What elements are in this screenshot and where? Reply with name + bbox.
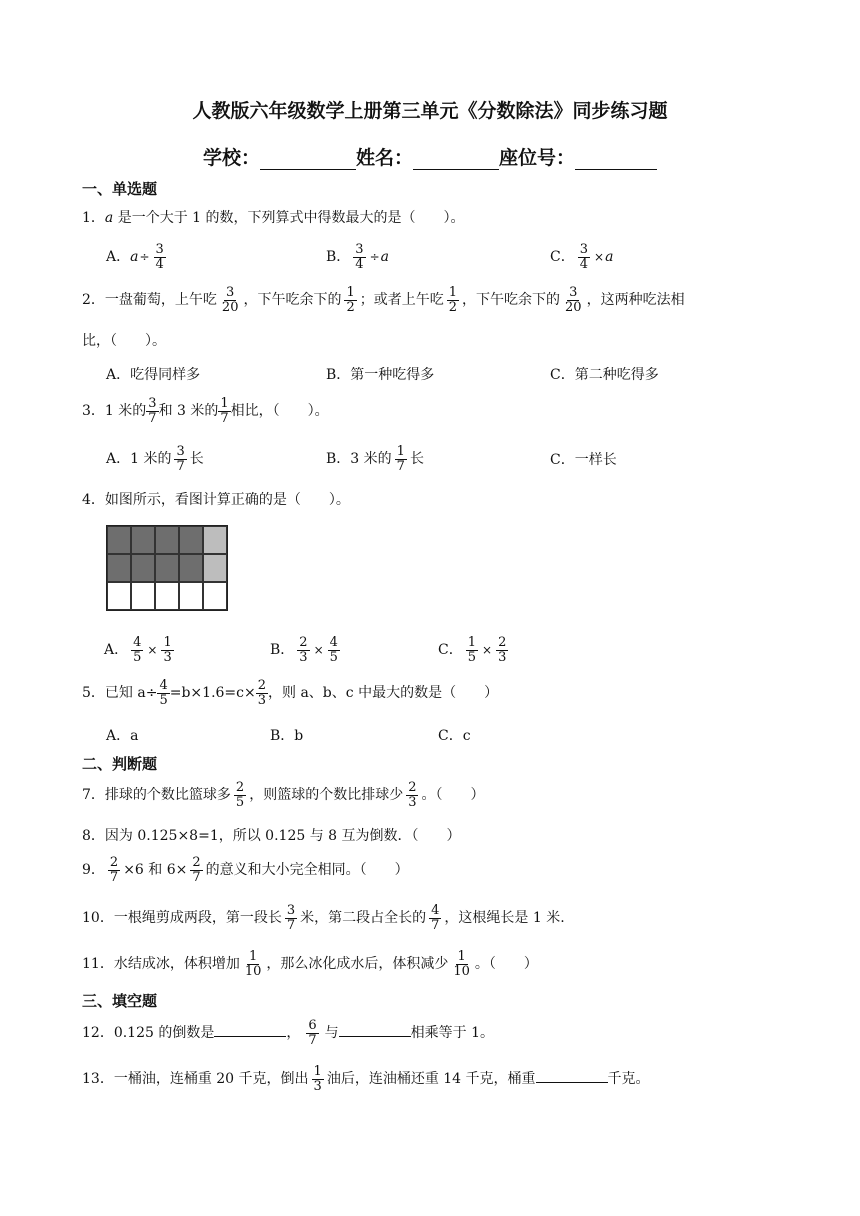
variable-a: a (605, 249, 614, 266)
question-7 (82, 781, 484, 809)
fraction: $\frac{1}{5}$ (467, 635, 476, 665)
fraction: $\frac{3}{20}$ (221, 285, 239, 315)
question-number: 8． (82, 828, 105, 844)
question-1 (82, 207, 465, 227)
question-number: 2． (82, 292, 105, 309)
fraction: $\frac{1}{3}$ (163, 635, 172, 665)
question-text: 已知 a÷ (104, 685, 158, 702)
divide-sign: ÷ (139, 250, 150, 265)
question-number: 13． (82, 1071, 114, 1088)
question-number: 9． (82, 862, 105, 879)
question-text: =b×1.6=c× (169, 685, 256, 702)
question-text: 的意义和大小完全相同。（ ） (205, 862, 409, 879)
seat-label: 座位号： (499, 147, 576, 169)
question-number: 1． (82, 210, 105, 226)
option-text: 长 (189, 451, 204, 468)
name-blank[interactable] (413, 149, 499, 170)
option-text: B．3 米的 (326, 451, 392, 468)
question-text: ，这根绳长是 1 米. (444, 910, 565, 927)
grid-cell (155, 554, 179, 582)
option-letter: C． (550, 249, 575, 266)
q1-option-a[interactable] (106, 243, 169, 271)
variable-a: a (130, 249, 139, 266)
fraction: $\frac{3}{7}$ (176, 444, 185, 474)
school-blank[interactable] (260, 149, 356, 170)
question-text: 排球的个数比篮球多 (104, 787, 231, 804)
fraction: $\frac{4}{5}$ (329, 635, 338, 665)
section-heading-true-false: 二、判断题 (82, 755, 158, 773)
q3-option-c[interactable]: C．一样长 (550, 452, 617, 468)
fraction: $\frac{1}{3}$ (313, 1064, 322, 1094)
fraction: $\frac{3}{4}$ (579, 242, 588, 272)
fraction: $\frac{2}{3}$ (498, 635, 507, 665)
fraction: $\frac{1}{7}$ (396, 444, 405, 474)
times-sign: × (147, 643, 158, 658)
fraction: $\frac{2}{7}$ (192, 855, 201, 885)
question-text: 千克。 (607, 1071, 650, 1088)
question-text: ；或者上午吃 (359, 292, 444, 309)
question-9 (82, 856, 409, 884)
q2-option-c[interactable]: C．第二种吃得多 (550, 367, 659, 383)
question-text: ，则 a、b、c 中最大的数是（ ） (268, 685, 499, 702)
student-info-line (0, 143, 860, 170)
question-text: 相比，（ ）。 (230, 403, 329, 420)
question-number: 7． (82, 787, 105, 804)
option-letter: B． (270, 642, 295, 659)
page-title: 人教版六年级数学上册第三单元《分数除法》同步练习题 (192, 100, 668, 122)
question-text: 与 (324, 1025, 339, 1042)
q2-option-a[interactable]: A．吃得同样多 (106, 367, 201, 383)
option-letter: A． (106, 249, 131, 266)
question-5 (82, 679, 498, 707)
option-letter: B． (326, 249, 351, 266)
q4-option-b[interactable] (270, 636, 343, 664)
fraction: $\frac{1}{2}$ (448, 285, 458, 315)
question-text: 。（ ） (421, 787, 485, 804)
fraction: $\frac{4}{5}$ (159, 678, 168, 708)
grid-cell (107, 554, 131, 582)
times-sign: × (594, 250, 605, 265)
grid-cell (107, 582, 131, 610)
shaded-grid-figure (106, 525, 228, 611)
question-text: ，下午吃余下的 (462, 292, 561, 309)
question-text: 和 3 米的 (158, 403, 219, 420)
question-number: 10． (82, 910, 114, 927)
fraction: $\frac{3}{20}$ (565, 285, 582, 315)
option-letter: C． (438, 642, 463, 659)
question-text: 一根绳剪成两段，第一段长 (113, 910, 282, 927)
question-text: 0.125 的倒数是 (113, 1025, 215, 1042)
fraction: $\frac{1}{10}$ (453, 949, 470, 979)
question-8 (82, 825, 461, 845)
grid-cell (131, 554, 155, 582)
question-text: 1 米的 (104, 403, 147, 420)
grid-cell (179, 582, 203, 610)
question-text: ，这两种吃法相 (586, 292, 685, 309)
grid-cell (203, 526, 227, 554)
q4-option-a[interactable] (104, 636, 177, 664)
question-number: 5． (82, 685, 105, 702)
fraction: $\frac{1}{10}$ (244, 949, 262, 979)
variable-a: a (380, 249, 389, 266)
question-2 (82, 286, 685, 314)
grid-cell (107, 526, 131, 554)
fraction: $\frac{4}{5}$ (133, 635, 142, 665)
question-2-line-2: 比，（ ）。 (82, 333, 166, 349)
grid-cell (179, 554, 203, 582)
question-text: 一桶油，连桶重 20 千克，倒出 (113, 1071, 309, 1088)
question-text: ，则篮球的个数比排球少 (249, 787, 404, 804)
q1-option-b[interactable] (326, 243, 389, 271)
grid-cell (179, 526, 203, 554)
fraction: $\frac{3}{4}$ (155, 242, 164, 272)
fraction: $\frac{1}{2}$ (346, 285, 355, 315)
divide-sign: ÷ (369, 250, 380, 265)
question-number: 11． (82, 956, 114, 973)
q1-option-c[interactable] (550, 243, 613, 271)
fraction: $\frac{6}{7}$ (308, 1018, 317, 1048)
fraction: $\frac{4}{7}$ (431, 903, 440, 933)
q5-option-a[interactable]: A．a (106, 728, 139, 744)
name-label: 姓名： (355, 147, 413, 169)
answer-blank[interactable] (214, 1022, 286, 1037)
section-heading-fill-in: 三、填空题 (82, 992, 158, 1010)
grid-cell (131, 526, 155, 554)
question-3 (82, 397, 329, 425)
question-text: 是一个大于 1 的数，下列算式中得数最大的是（ ）。 (113, 210, 465, 226)
question-10 (82, 904, 565, 932)
question-text: ，下午吃余下的 (243, 292, 342, 309)
question-text: 因为 0.125×8=1，所以 0.125 与 8 互为倒数．（ ） (104, 828, 461, 844)
times-sign: × (313, 643, 324, 658)
question-text: 相乘等于 1。 (410, 1025, 494, 1042)
answer-blank[interactable] (536, 1068, 608, 1083)
question-4 (82, 489, 350, 509)
school-label: 学校： (202, 147, 260, 169)
question-13 (82, 1065, 650, 1093)
section-heading-single-choice: 一、单选题 (82, 180, 158, 198)
question-11 (82, 950, 538, 978)
question-text: 水结成冰，体积增加 (113, 956, 240, 973)
seat-blank[interactable] (575, 149, 657, 170)
fraction: $\frac{3}{7}$ (148, 396, 157, 426)
question-text: 。（ ） (474, 956, 538, 973)
question-text: 如图所示，看图计算正确的是（ ）。 (104, 492, 350, 508)
q5-option-c[interactable]: C．c (438, 728, 471, 744)
q5-option-b[interactable]: B．b (270, 728, 304, 744)
fraction: $\frac{2}{7}$ (109, 855, 119, 885)
question-number: 4． (82, 492, 105, 508)
fraction: $\frac{2}{3}$ (408, 780, 417, 810)
question-number: 12． (82, 1025, 114, 1042)
question-text: 油后，连油桶还重 14 千克，桶重 (326, 1071, 536, 1088)
fraction: $\frac{1}{7}$ (220, 396, 229, 426)
question-text: 米，第二段占全长的 (300, 910, 427, 927)
q2-option-b[interactable]: B．第一种吃得多 (326, 367, 435, 383)
question-12 (82, 1019, 494, 1047)
option-text: 长 (409, 451, 424, 468)
grid-cell (155, 526, 179, 554)
fraction: $\frac{2}{5}$ (235, 780, 245, 810)
question-number: 3． (82, 403, 105, 420)
question-text: ×6 和 6× (123, 862, 188, 879)
fraction: $\frac{3}{7}$ (286, 903, 296, 933)
option-text: A．1 米的 (106, 451, 172, 468)
fraction: $\frac{3}{4}$ (355, 242, 364, 272)
option-letter: A． (104, 642, 129, 659)
question-text: ， (286, 1025, 301, 1042)
grid-cell (131, 582, 155, 610)
q3-option-a[interactable] (106, 445, 204, 473)
q3-option-b[interactable] (326, 445, 424, 473)
question-text: ，那么冰化成水后，体积减少 (266, 956, 449, 973)
answer-blank[interactable] (339, 1022, 411, 1037)
times-sign: × (482, 643, 493, 658)
grid-cell (155, 582, 179, 610)
grid-cell (203, 554, 227, 582)
fraction: $\frac{2}{3}$ (299, 635, 308, 665)
q4-option-c[interactable] (438, 636, 511, 664)
grid-cell (203, 582, 227, 610)
question-text: 一盘葡萄，上午吃 (104, 292, 217, 309)
fraction: $\frac{2}{3}$ (257, 678, 267, 708)
variable-a: a (104, 210, 114, 226)
